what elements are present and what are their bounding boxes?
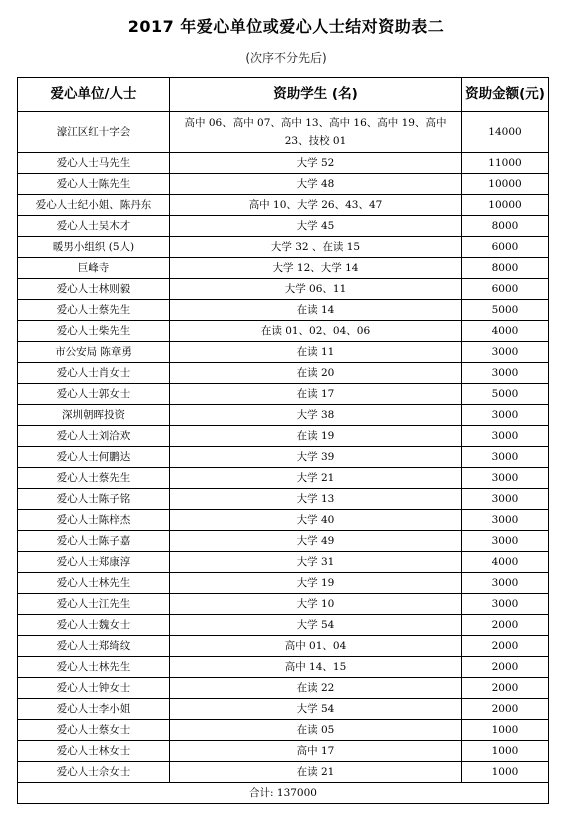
amount-cell: 2000 — [462, 657, 549, 678]
amount-cell: 4000 — [462, 552, 549, 573]
sponsorship-table — [17, 77, 549, 804]
amount-cell: 5000 — [462, 384, 549, 405]
donor-cell: 爱心人士柴先生 — [18, 321, 170, 342]
students-cell: 在读 14 — [170, 300, 462, 321]
amount-cell: 3000 — [462, 531, 549, 552]
students-cell: 在读 20 — [170, 363, 462, 384]
donor-cell: 市公安局 陈章勇 — [18, 342, 170, 363]
table-row — [18, 237, 549, 258]
table-row — [18, 279, 549, 300]
students-cell: 高中 10、大学 26、43、47 — [170, 195, 462, 216]
table-row — [18, 762, 549, 783]
amount-cell: 14000 — [462, 112, 549, 153]
amount-cell: 4000 — [462, 321, 549, 342]
students-cell: 大学 13 — [170, 489, 462, 510]
page-subtitle: (次序不分先后) — [245, 51, 327, 65]
amount-cell: 2000 — [462, 699, 549, 720]
table-row — [18, 720, 549, 741]
donor-cell: 爱心人士马先生 — [18, 153, 170, 174]
donor-cell: 爱心人士刘洽欢 — [18, 426, 170, 447]
students-cell: 高中 01、04 — [170, 636, 462, 657]
students-cell: 大学 31 — [170, 552, 462, 573]
donor-cell: 爱心人士蔡女士 — [18, 720, 170, 741]
amount-cell: 2000 — [462, 636, 549, 657]
donor-cell: 濠江区红十字会 — [18, 112, 170, 153]
amount-cell: 3000 — [462, 405, 549, 426]
students-cell: 在读 17 — [170, 384, 462, 405]
students-cell: 大学 54 — [170, 699, 462, 720]
table-row — [18, 741, 549, 762]
students-cell: 在读 01、02、04、06 — [170, 321, 462, 342]
table-row — [18, 678, 549, 699]
table-row — [18, 447, 549, 468]
table-row — [18, 531, 549, 552]
students-cell: 大学 45 — [170, 216, 462, 237]
amount-cell: 6000 — [462, 279, 549, 300]
students-cell: 在读 19 — [170, 426, 462, 447]
amount-cell: 3000 — [462, 342, 549, 363]
donor-cell: 爱心人士郑绮纹 — [18, 636, 170, 657]
donor-cell: 爱心人士蔡先生 — [18, 468, 170, 489]
students-cell: 大学 52 — [170, 153, 462, 174]
amount-cell: 3000 — [462, 468, 549, 489]
students-cell: 在读 21 — [170, 762, 462, 783]
students-cell: 大学 10 — [170, 594, 462, 615]
donor-cell: 爱心人士林先生 — [18, 573, 170, 594]
donor-cell: 爱心人士钟女士 — [18, 678, 170, 699]
students-cell: 大学 12、大学 14 — [170, 258, 462, 279]
table-row — [18, 426, 549, 447]
table-header-row — [18, 78, 549, 112]
amount-cell: 3000 — [462, 363, 549, 384]
header-students: 资助学生 (名) — [170, 78, 462, 112]
donor-cell: 爱心人士陈子铭 — [18, 489, 170, 510]
amount-cell: 3000 — [462, 489, 549, 510]
students-cell: 大学 49 — [170, 531, 462, 552]
table-row — [18, 342, 549, 363]
amount-cell: 5000 — [462, 300, 549, 321]
table-body — [18, 112, 549, 783]
donor-cell: 深圳朝晖投资 — [18, 405, 170, 426]
header-donor: 爱心单位/人士 — [18, 78, 170, 112]
table-row — [18, 468, 549, 489]
table-row — [18, 384, 549, 405]
amount-cell: 8000 — [462, 216, 549, 237]
table-row — [18, 258, 549, 279]
page-title: 2017 年爱心单位或爱心人士结对资助表二 — [127, 17, 445, 36]
students-cell: 大学 54 — [170, 615, 462, 636]
donor-cell: 爱心人士江先生 — [18, 594, 170, 615]
students-cell: 大学 19 — [170, 573, 462, 594]
students-cell: 大学 48 — [170, 174, 462, 195]
students-cell: 在读 05 — [170, 720, 462, 741]
amount-cell: 1000 — [462, 762, 549, 783]
amount-cell: 6000 — [462, 237, 549, 258]
donor-cell: 爱心人士郭女士 — [18, 384, 170, 405]
donor-cell: 爱心人士李小姐 — [18, 699, 170, 720]
table-row — [18, 636, 549, 657]
donor-cell: 爱心人士陈先生 — [18, 174, 170, 195]
students-cell: 高中 06、高中 07、高中 13、高中 16、高中 19、高中 23、技校 01 — [170, 112, 462, 153]
donor-cell: 爱心人士陈子嘉 — [18, 531, 170, 552]
table-row — [18, 363, 549, 384]
donor-cell: 爱心人士蔡先生 — [18, 300, 170, 321]
table-row — [18, 657, 549, 678]
donor-cell: 暖男小组织 (5人) — [18, 237, 170, 258]
students-cell: 大学 06、11 — [170, 279, 462, 300]
donor-cell: 爱心人士何鹏达 — [18, 447, 170, 468]
students-cell: 大学 39 — [170, 447, 462, 468]
donor-cell: 爱心人士吴木才 — [18, 216, 170, 237]
amount-cell: 11000 — [462, 153, 549, 174]
donor-cell: 爱心人士纪小姐、陈丹东 — [18, 195, 170, 216]
amount-cell: 10000 — [462, 174, 549, 195]
total-row — [18, 783, 549, 804]
table-row — [18, 321, 549, 342]
header-amount: 资助金额(元) — [462, 78, 549, 112]
table-row — [18, 594, 549, 615]
table-row — [18, 510, 549, 531]
amount-cell: 3000 — [462, 447, 549, 468]
students-cell: 大学 40 — [170, 510, 462, 531]
amount-cell: 2000 — [462, 678, 549, 699]
donor-cell: 爱心人士魏女士 — [18, 615, 170, 636]
amount-cell: 3000 — [462, 426, 549, 447]
amount-cell: 10000 — [462, 195, 549, 216]
amount-cell: 2000 — [462, 615, 549, 636]
amount-cell: 3000 — [462, 510, 549, 531]
students-cell: 高中 14、15 — [170, 657, 462, 678]
donor-cell: 爱心人士林女士 — [18, 741, 170, 762]
table-row — [18, 573, 549, 594]
table-row — [18, 112, 549, 153]
amount-cell: 3000 — [462, 594, 549, 615]
table-row — [18, 153, 549, 174]
table-row — [18, 174, 549, 195]
students-cell: 大学 38 — [170, 405, 462, 426]
amount-cell: 8000 — [462, 258, 549, 279]
donor-cell: 爱心人士林先生 — [18, 657, 170, 678]
table-row — [18, 489, 549, 510]
donor-cell: 爱心人士陈梓杰 — [18, 510, 170, 531]
total-cell: 合计: 137000 — [18, 783, 549, 804]
table-row — [18, 405, 549, 426]
students-cell: 大学 21 — [170, 468, 462, 489]
amount-cell: 1000 — [462, 720, 549, 741]
amount-cell: 3000 — [462, 573, 549, 594]
amount-cell: 1000 — [462, 741, 549, 762]
donor-cell: 爱心人士肖女士 — [18, 363, 170, 384]
table-row — [18, 300, 549, 321]
table-row — [18, 699, 549, 720]
table-row — [18, 552, 549, 573]
table-row — [18, 216, 549, 237]
students-cell: 高中 17 — [170, 741, 462, 762]
donor-cell: 巨峰寺 — [18, 258, 170, 279]
students-cell: 大学 32 、在读 15 — [170, 237, 462, 258]
students-cell: 在读 11 — [170, 342, 462, 363]
table-row — [18, 615, 549, 636]
donor-cell: 爱心人士郑康淳 — [18, 552, 170, 573]
students-cell: 在读 22 — [170, 678, 462, 699]
donor-cell: 爱心人士林则毅 — [18, 279, 170, 300]
table-row — [18, 195, 549, 216]
donor-cell: 爱心人士佘女士 — [18, 762, 170, 783]
